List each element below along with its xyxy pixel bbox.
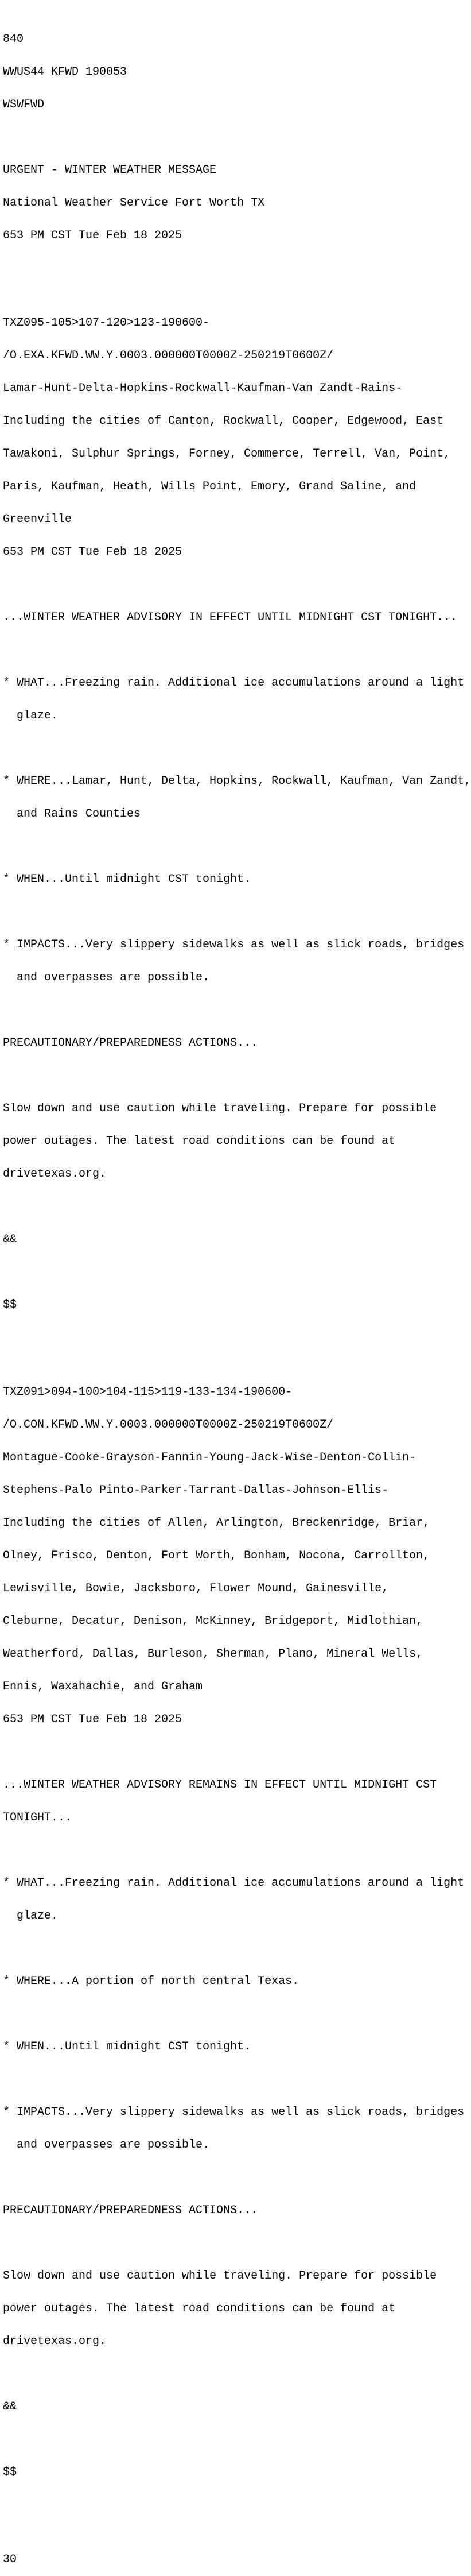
segment1-actions-header: PRECAUTIONARY/PREPAREDNESS ACTIONS... xyxy=(3,1036,258,1050)
blank-line xyxy=(3,841,471,852)
segment2-actions-header: PRECAUTIONARY/PREPAREDNESS ACTIONS... xyxy=(3,2204,258,2217)
segment1-impacts: * IMPACTS...Very slippery sidewalks as well as slick roads, bridges xyxy=(3,938,465,952)
blank-line xyxy=(3,2434,471,2445)
segment1-cities-line: Including the cities of Canton, Rockwall, Cooper, Edgewood, East xyxy=(3,415,444,428)
segment2-zones-line: Montague-Cooke-Grayson-Fannin-Young-Jack-Wise-Denton-Collin- xyxy=(3,1451,416,1464)
segment2-actions-line: Slow down and use caution while traveling. Prepare for possible xyxy=(3,2269,437,2283)
blank-line xyxy=(3,907,471,918)
segment2-end-ampersands: && xyxy=(3,2400,17,2413)
blank-line xyxy=(3,1201,471,1212)
segment2-cities-line: Olney, Frisco, Denton, Fort Worth, Bonham, Nocona, Carrollton, xyxy=(3,1549,430,1562)
segment1-zones: Lamar-Hunt-Delta-Hopkins-Rockwall-Kaufman-Van Zandt-Rains- xyxy=(3,382,403,395)
segment2-cities-line: Lewisville, Bowie, Jacksboro, Flower Mound, Gainesville, xyxy=(3,1582,389,1595)
blank-line xyxy=(3,1070,471,1081)
segment2-headline-line: ...WINTER WEATHER ADVISORY REMAINS IN EFFECT UNTIL MIDNIGHT CST xyxy=(3,1778,437,1792)
blank-line xyxy=(3,263,471,274)
product-sequence: 840 xyxy=(3,33,24,46)
segment2-cities-line: Cleburne, Decatur, Denison, McKinney, Bridgeport, Midlothian, xyxy=(3,1615,423,1628)
segment2-end-dollars: $$ xyxy=(3,2466,17,2479)
segment1-impacts-cont: and overpasses are possible. xyxy=(17,971,210,984)
blank-line xyxy=(3,1267,471,1278)
segment1-end-ampersands: && xyxy=(3,1233,17,1246)
segment2-actions-line: power outages. The latest road conditions can be found at xyxy=(3,2302,396,2315)
segment2-impacts: * IMPACTS...Very slippery sidewalks as well as slick roads, bridges xyxy=(3,2106,465,2119)
wmo-header: WWUS44 KFWD 190053 xyxy=(3,65,127,79)
segment2-what-cont: glaze. xyxy=(17,1909,59,1923)
blank-line xyxy=(3,1747,471,1758)
segment2-issue-time: 653 PM CST Tue Feb 18 2025 xyxy=(3,1713,182,1726)
blank-line xyxy=(3,1845,471,1856)
issuing-office: National Weather Service Fort Worth TX xyxy=(3,196,265,210)
segment2-actions-line: drivetexas.org. xyxy=(3,2335,107,2348)
segment1-actions-line: power outages. The latest road conditions can be found at xyxy=(3,1135,396,1148)
segment2-what: * WHAT...Freezing rain. Additional ice accumulations around a light xyxy=(3,1877,465,1890)
issue-time: 653 PM CST Tue Feb 18 2025 xyxy=(3,229,182,242)
forecaster-id: 30 xyxy=(3,2553,17,2566)
blank-line xyxy=(3,2238,471,2249)
product-headline: URGENT - WINTER WEATHER MESSAGE xyxy=(3,164,217,177)
blank-line xyxy=(3,645,471,656)
segment1-issue-time: 653 PM CST Tue Feb 18 2025 xyxy=(3,546,182,559)
segment2-cities-line: Weatherford, Dallas, Burleson, Sherman, Plano, Mineral Wells, xyxy=(3,1647,423,1661)
blank-line xyxy=(3,579,471,590)
segment1-what: * WHAT...Freezing rain. Additional ice accumulations around a light xyxy=(3,676,465,690)
segment1-cities-line: Paris, Kaufman, Heath, Wills Point, Emory, Grand Saline, and xyxy=(3,480,416,493)
blank-line xyxy=(3,743,471,754)
segment2-headline-line: TONIGHT... xyxy=(3,1811,72,1824)
blank-line xyxy=(3,132,471,143)
segment2-when: * WHEN...Until midnight CST tonight. xyxy=(3,2040,251,2053)
segment1-where-cont: and Rains Counties xyxy=(17,807,141,821)
segment1-cities-line: Greenville xyxy=(3,513,72,526)
segment2-where: * WHERE...A portion of north central Texas. xyxy=(3,1975,299,1988)
segment2-vtec: /O.CON.KFWD.WW.Y.0003.000000T0000Z-250219T0600Z/ xyxy=(3,1418,334,1432)
segment2-ugc: TXZ091>094-100>104-115>119-133-134-190600- xyxy=(3,1386,293,1399)
blank-line xyxy=(3,2369,471,2380)
segment2-cities-line: Ennis, Waxahachie, and Graham xyxy=(3,1680,203,1693)
blank-line xyxy=(3,2074,471,2085)
segment2-zones-line: Stephens-Palo Pinto-Parker-Tarrant-Dallas-Johnson-Ellis- xyxy=(3,1484,389,1497)
segment1-where: * WHERE...Lamar, Hunt, Delta, Hopkins, Rockwall, Kaufman, Van Zandt, xyxy=(3,775,471,788)
blank-line xyxy=(3,1943,471,1954)
blank-line xyxy=(3,1005,471,1016)
blank-line xyxy=(3,2500,471,2511)
segment1-headline: ...WINTER WEATHER ADVISORY IN EFFECT UNTIL MIDNIGHT CST TONIGHT... xyxy=(3,611,458,624)
segment1-end-dollars: $$ xyxy=(3,1298,17,1312)
segment1-vtec: /O.EXA.KFWD.WW.Y.0003.000000T0000Z-250219T0600Z/ xyxy=(3,349,334,362)
segment1-actions-line: Slow down and use caution while traveling. Prepare for possible xyxy=(3,1102,437,1115)
blank-line xyxy=(3,1332,471,1343)
awips-id: WSWFWD xyxy=(3,98,45,111)
blank-line xyxy=(3,2009,471,2020)
segment2-impacts-cont: and overpasses are possible. xyxy=(17,2138,210,2152)
segment1-when: * WHEN...Until midnight CST tonight. xyxy=(3,873,251,886)
segment2-cities-line: Including the cities of Allen, Arlington, Breckenridge, Briar, xyxy=(3,1517,430,1530)
segment1-what-cont: glaze. xyxy=(17,709,59,722)
segment1-ugc: TXZ095-105>107-120>123-190600- xyxy=(3,316,210,330)
blank-line xyxy=(3,2172,471,2183)
segment1-actions-line: drivetexas.org. xyxy=(3,1167,107,1181)
weather-bulletin xyxy=(3,1,471,2576)
segment1-cities-line: Tawakoni, Sulphur Springs, Forney, Commerce, Terrell, Van, Point, xyxy=(3,447,451,461)
